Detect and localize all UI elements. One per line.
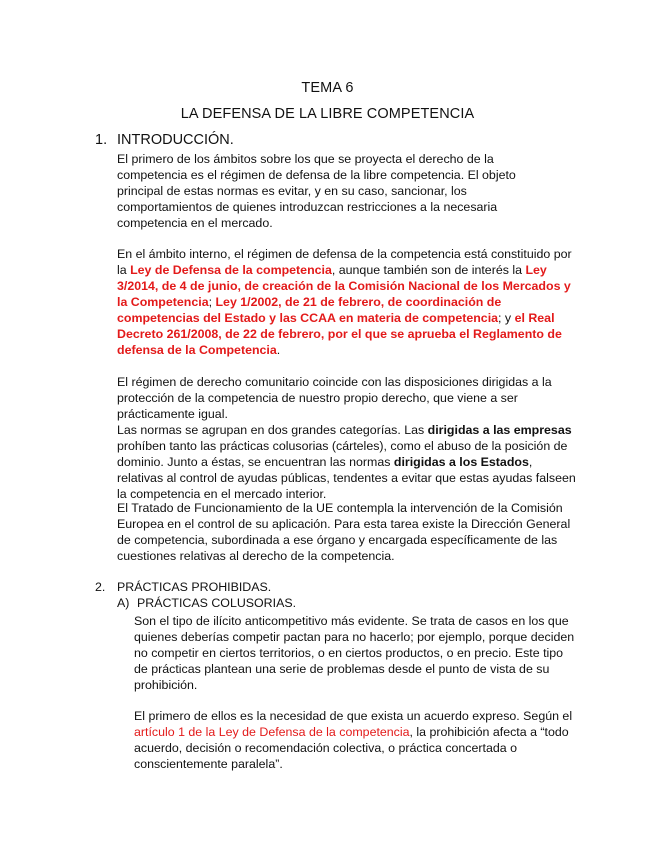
topic-title: LA DEFENSA DE LA LIBRE COMPETENCIA (180, 106, 475, 122)
bold-term: dirigidas a los Estados (393, 455, 529, 469)
colusorias-paragraph-1: Son el tipo de ilícito anticompetitivo más evidente. Se trata de casos en los que quienes deberías competir pactan para no hacerlo; por ejemplo, porque deciden no competir en ciertos territorios, o en ciertos productos, o en precio. Este tipo de prácticas plantean una serie de problemas desde el punto de vista de su prohibición. (134, 614, 575, 692)
text-run: El primero de ellos es la necesidad de que exista un acuerdo expreso. Según el (134, 709, 573, 723)
text-run: En el ámbito interno, el régimen de defensa de la competencia está constituido por la (117, 247, 572, 277)
section-1-heading (95, 132, 234, 148)
law-reference: Ley de Defensa de la competencia (130, 263, 332, 277)
section-1-title: INTRODUCCIÓN. (117, 132, 234, 148)
intro-paragraph-5: El Tratado de Funcionamiento de la UE contempla la intervención de la Comisión Europea en el control de su aplicación. Para esta tarea existe la Dirección General de competencia, subordinada a ese órgano y encargada específicamente de las cuestiones relativas al derecho de la competencia. (117, 501, 571, 563)
section-2-title: PRÁCTICAS PROHIBIDAS. (117, 580, 272, 594)
subsection-a-title: PRÁCTICAS COLUSORIAS. (137, 596, 297, 610)
intro-paragraph-3: El régimen de derecho comunitario coincide con las disposiciones dirigidas a la protección de la competencia de nuestro propio derecho, que viene a ser prácticamente igual. (117, 375, 552, 421)
text-run: prohíben tanto las prácticas colusorias (cárteles), como el abuso de la posición de dominio. Junto a éstas, se encuentran las normas (117, 439, 568, 469)
section-1-number: 1. (95, 132, 108, 148)
text-run: Las normas se agrupan en dos grandes categorías. Las (117, 423, 428, 437)
law-reference: Ley 3/2014, de 4 de junio, de creación de la Comisión Nacional de los Mercados y la Competencia (117, 263, 571, 309)
text-run: , la prohibición afecta a “todo acuerdo, decisión o recomendación colectiva, o práctica concertada o conscientemente paralela”. (134, 725, 569, 771)
section-2-heading (95, 580, 271, 594)
subsection-a-heading (117, 596, 296, 610)
law-reference: el Real Decreto 261/2008, de 22 de febrero, por el que se aprueba el Reglamento de defensa de la Competencia (117, 311, 562, 357)
section-2-number: 2. (95, 580, 106, 594)
text-run: , relativas al control de ayudas públicas, tendentes a evitar que estas ayudas falseen la competencia en el mercado interior. (117, 455, 576, 501)
bold-term: dirigidas a las empresas (427, 423, 572, 437)
intro-paragraph-4 (117, 422, 579, 502)
intro-paragraph-2 (117, 246, 572, 358)
text-run: ; (208, 295, 216, 309)
topic-number: TEMA 6 (301, 80, 354, 96)
intro-paragraph-1: El primero de los ámbitos sobre los que se proyecta el derecho de la competencia es el régimen de defensa de la libre competencia. El objeto principal de estas normas es evitar, y en su caso, sancionar, los comportamientos de quienes introduzcan restricciones a la necesaria competencia en el mercado. (117, 152, 516, 230)
law-reference: Ley 1/2002, de 21 de febrero, de coordinación de competencias del Estado y las CCAA en materia de competencia (117, 295, 502, 325)
subsection-a-number: A) (117, 596, 130, 610)
text-run: , aunque también son de interés la (331, 263, 526, 277)
text-run: ; y (498, 311, 515, 325)
law-article-link[interactable]: artículo 1 de la Ley de Defensa de la competencia (134, 725, 410, 739)
colusorias-paragraph-2 (134, 708, 579, 772)
text-run: . (276, 343, 281, 357)
